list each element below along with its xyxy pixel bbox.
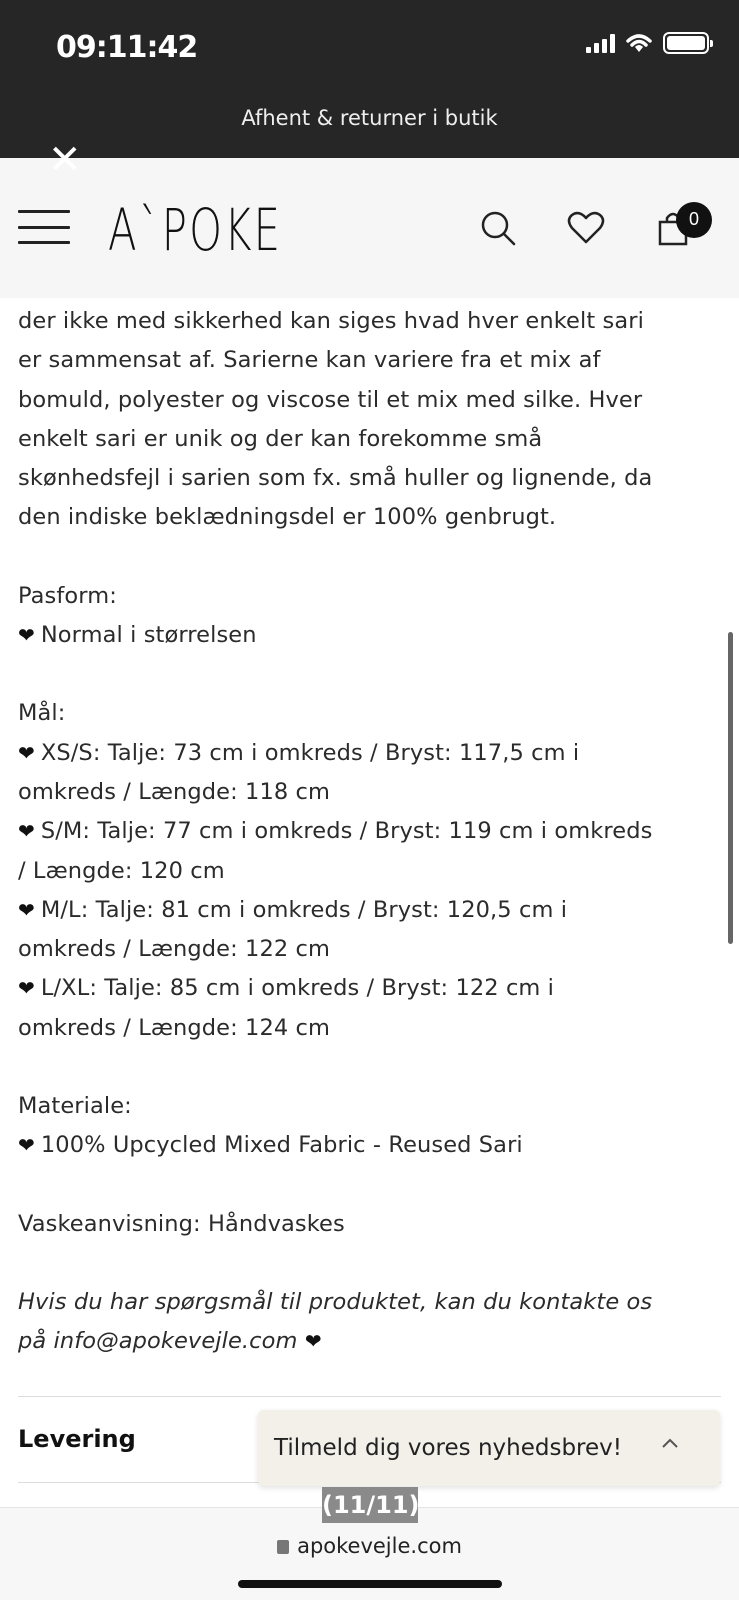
close-icon[interactable]: ✕ [48, 137, 82, 183]
menu-icon[interactable] [18, 210, 70, 244]
promo-bar [0, 98, 739, 158]
cart-count-badge: 0 [676, 202, 712, 238]
status-icons [586, 32, 709, 54]
battery-icon [663, 32, 709, 54]
search-icon[interactable] [478, 208, 518, 248]
divider [18, 1396, 721, 1397]
levering-accordion[interactable]: Levering [18, 1425, 136, 1453]
contact-line [18, 1322, 718, 1361]
heart-icon: ❤ [18, 1133, 35, 1158]
materiale-label: Materiale: [18, 1093, 132, 1120]
measurement-line: omkreds / Længde: 118 cm [18, 778, 331, 805]
heart-icon: ❤ [18, 976, 35, 1001]
intro-line: skønhedsfejl i sarien som fx. små huller og lignende, da [18, 465, 653, 492]
url-text[interactable]: apokevejle.com [0, 1534, 739, 1558]
measurement-line: omkreds / Længde: 122 cm [18, 936, 331, 963]
pasform-label: Pasform: [18, 582, 117, 609]
pasform-value: ❤ Normal i størrelsen [18, 622, 257, 649]
maal-label: Mål: [18, 700, 66, 727]
cellular-signal-icon [586, 33, 615, 53]
heart-icon: ❤ [18, 623, 35, 648]
site-header [0, 137, 739, 298]
heart-icon: ❤ [18, 819, 35, 844]
promo-text: Afhent & returner i butik [241, 106, 498, 130]
intro-line: den indiske beklædningsdel er 100% genbrugt. [18, 504, 557, 531]
intro-line: der ikke med sikkerhed kan siges hvad hver enkelt sari [18, 308, 644, 334]
measurement-line: ❤ S/M: Talje: 77 cm i omkreds / Bryst: 119 cm i omkreds [18, 818, 653, 845]
contact-email[interactable]: på info@apokevejle.com [18, 1328, 298, 1355]
heart-icon: ❤ [304, 1329, 322, 1354]
measurement-line: omkreds / Længde: 124 cm [18, 1014, 331, 1041]
intro-line: er sammensat af. Sarierne kan variere fra et mix af [18, 347, 601, 374]
heart-icon: ❤ [18, 897, 35, 922]
contact-line: Hvis du har spørgsmål til produktet, kan du kontakte os [18, 1288, 653, 1315]
heart-icon[interactable] [566, 208, 606, 248]
scrollbar[interactable] [728, 632, 733, 944]
newsletter-popup[interactable] [258, 1410, 720, 1486]
wifi-icon [625, 32, 653, 54]
status-bar [0, 0, 739, 98]
intro-line: bomuld, polyester og viscose til et mix med silke. Hver [18, 386, 643, 413]
lock-icon [277, 1540, 289, 1554]
measurements-list [18, 734, 718, 1048]
product-description [18, 302, 718, 1362]
page-counter: (11/11) [322, 1487, 418, 1523]
measurement-line: / Længde: 120 cm [18, 857, 225, 884]
logo[interactable]: A`POKE [108, 196, 283, 264]
chevron-up-icon[interactable] [660, 1436, 680, 1450]
heart-icon: ❤ [18, 740, 35, 765]
newsletter-text: Tilmeld dig vores nyhedsbrev! [274, 1435, 622, 1461]
materiale-value: ❤ 100% Upcycled Mixed Fabric - Reused Sari [18, 1132, 523, 1159]
status-time: 09:11:42 [56, 30, 198, 65]
home-indicator[interactable] [238, 1580, 502, 1588]
measurement-line: ❤ L/XL: Talje: 85 cm i omkreds / Bryst: 122 cm i [18, 975, 555, 1002]
care-instructions: Vaskeanvisning: Håndvaskes [18, 1210, 345, 1237]
measurement-line: ❤ XS/S: Talje: 73 cm i omkreds / Bryst: 117,5 cm i [18, 739, 580, 766]
intro-line: enkelt sari er unik og der kan forekomme små [18, 425, 543, 452]
measurement-line: ❤ M/L: Talje: 81 cm i omkreds / Bryst: 120,5 cm i [18, 896, 568, 923]
